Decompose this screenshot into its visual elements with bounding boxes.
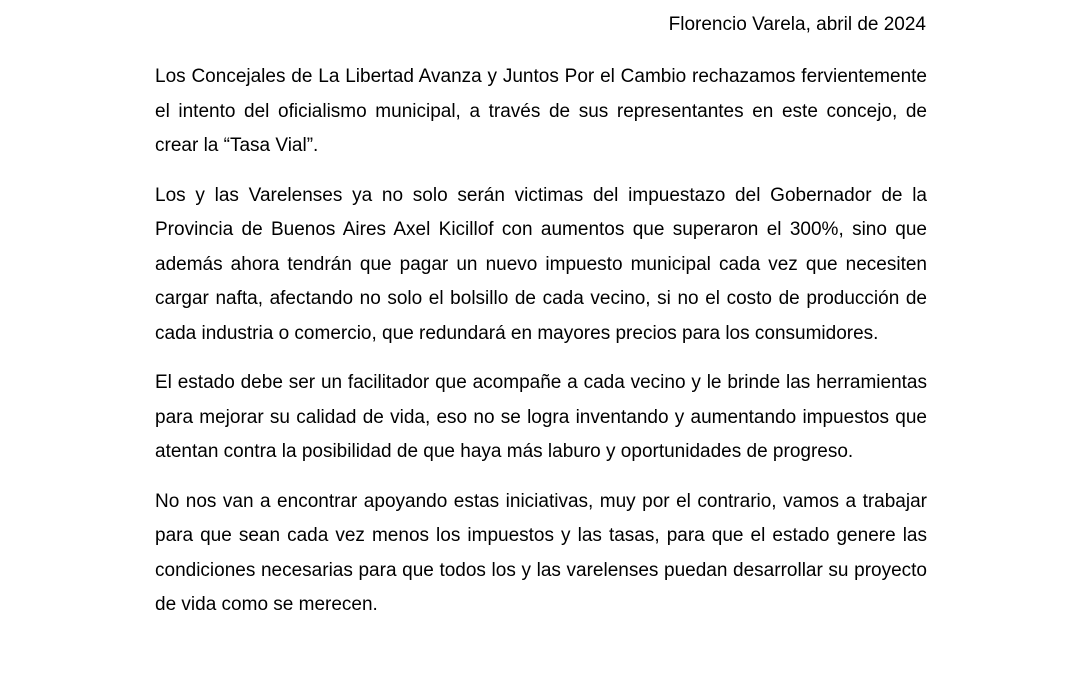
paragraph-2: Los y las Varelenses ya no solo serán victimas del impuestazo del Gobernador de la Provincia de Buenos Aires Axel Kicillof con aumentos que superaron el 300%, sino que además ahora tendrán que pagar un nuevo impuesto municipal cada vez que necesiten cargar nafta, afectando no solo el bolsillo de cada vecino, si no el costo de producción de cada industria o comercio, que redundará en mayores precios para los consumidores. xyxy=(155,184,927,344)
place-date: Florencio Varela, abril de 2024 xyxy=(668,14,926,35)
document-body xyxy=(155,60,927,638)
paragraph-3: El estado debe ser un facilitador que acompañe a cada vecino y le brinde las herramientas para mejorar su calidad de vida, eso no se logra inventando y aumentando impuestos que atentan contra la posibilidad de que haya más laburo y oportunidades de progreso. xyxy=(155,372,927,462)
paragraph-4: No nos van a encontrar apoyando estas iniciativas, muy por el contrario, vamos a trabajar para que sean cada vez menos los impuestos y las tasas, para que el estado genere las condiciones necesarias para que todos los y las varelenses puedan desarrollar su proyecto de vida como se merecen. xyxy=(155,490,927,615)
paragraph-1: Los Concejales de La Libertad Avanza y Juntos Por el Cambio rechazamos fervientemente el intento del oficialismo municipal, a través de sus representantes en este concejo, de crear la “Tasa Vial”. xyxy=(155,66,927,156)
